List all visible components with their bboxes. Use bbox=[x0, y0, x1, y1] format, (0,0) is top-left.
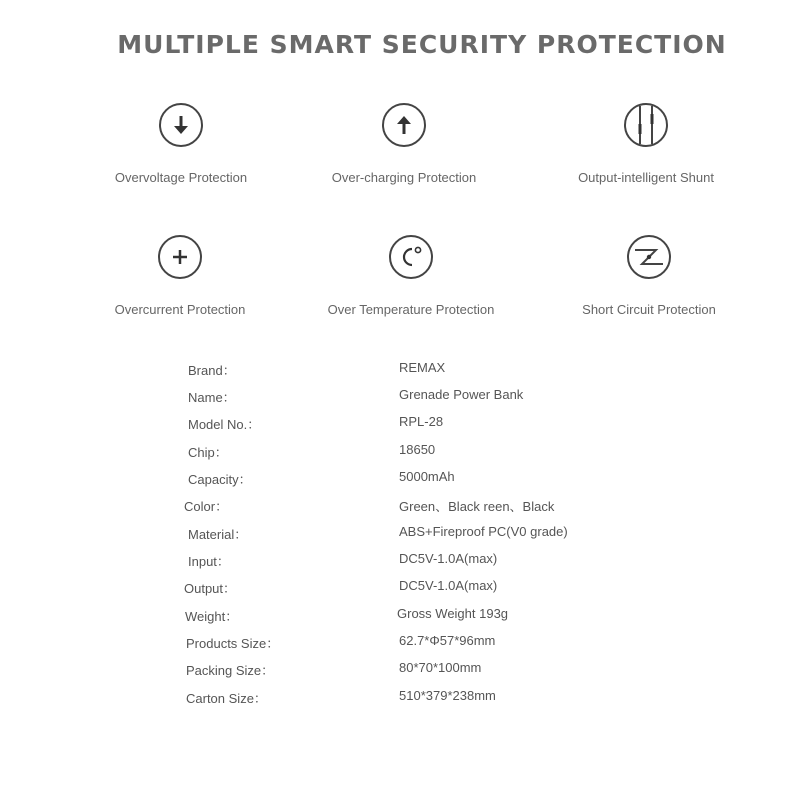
spec-value: 510*379*238mm bbox=[399, 688, 496, 703]
spec-key: Weight： bbox=[185, 609, 239, 624]
spec-row-carton-size bbox=[0, 688, 800, 708]
spec-value: Green、Black reen、Black bbox=[399, 499, 555, 514]
feature-label: Output-intelligent Shunt bbox=[578, 170, 714, 185]
spec-row-chip bbox=[0, 442, 800, 462]
spec-row-packing-size bbox=[0, 660, 800, 680]
feature-label: Over Temperature Protection bbox=[327, 302, 495, 317]
spec-key: Output： bbox=[184, 581, 237, 596]
spec-value: RPL-28 bbox=[399, 414, 444, 429]
feature-overvoltage bbox=[81, 102, 281, 185]
arrow-up-circle-icon bbox=[381, 102, 427, 148]
feature-label: Overvoltage Protection bbox=[114, 170, 248, 185]
spec-key: Capacity： bbox=[188, 472, 252, 487]
plus-circle-icon bbox=[157, 234, 203, 280]
celsius-circle-icon bbox=[388, 234, 434, 280]
spec-row-capacity bbox=[0, 469, 800, 489]
feature-output-shunt bbox=[546, 102, 746, 185]
feature-over-temperature bbox=[311, 234, 511, 317]
spec-row-output bbox=[0, 578, 800, 598]
spec-key: Products Size： bbox=[186, 636, 280, 651]
spec-key: Carton Size： bbox=[186, 691, 267, 706]
feature-label: Short Circuit Protection bbox=[582, 302, 716, 317]
spec-key: Packing Size： bbox=[186, 663, 275, 678]
spec-row-input bbox=[0, 551, 800, 571]
spec-row-brand bbox=[0, 360, 800, 380]
spec-row-weight bbox=[0, 606, 800, 626]
spec-row-material bbox=[0, 524, 800, 544]
spec-key: Chip： bbox=[188, 445, 228, 460]
spec-value: DC5V-1.0A(max) bbox=[399, 551, 498, 566]
short-circuit-icon bbox=[626, 234, 672, 280]
spec-key: Color： bbox=[184, 499, 229, 514]
arrow-down-circle-icon bbox=[158, 102, 204, 148]
spec-value: ABS+Fireproof PC(V0 grade) bbox=[399, 524, 568, 539]
spec-row-name bbox=[0, 387, 800, 407]
feature-overcharging bbox=[304, 102, 504, 185]
spec-key: Model No.： bbox=[188, 417, 261, 432]
feature-label: Overcurrent Protection bbox=[114, 302, 246, 317]
feature-label: Over-charging Protection bbox=[331, 170, 477, 185]
shunt-circle-icon bbox=[623, 102, 669, 148]
spec-value: REMAX bbox=[399, 360, 446, 375]
spec-value: Grenade Power Bank bbox=[399, 387, 524, 402]
spec-value: 62.7*Φ57*96mm bbox=[399, 633, 496, 648]
spec-key: Input： bbox=[188, 554, 230, 569]
spec-row-products-size bbox=[0, 633, 800, 653]
spec-key: Material： bbox=[188, 527, 248, 542]
spec-value: 18650 bbox=[399, 442, 436, 457]
spec-value: Gross Weight 193g bbox=[397, 606, 509, 621]
spec-row-model bbox=[0, 414, 800, 434]
spec-value: 80*70*100mm bbox=[399, 660, 482, 675]
page-title: MULTIPLE SMART SECURITY PROTECTION bbox=[117, 30, 727, 59]
spec-key: Name： bbox=[188, 390, 236, 405]
spec-value: 5000mAh bbox=[399, 469, 455, 484]
spec-key: Brand： bbox=[188, 363, 236, 378]
spec-row-color bbox=[0, 496, 800, 516]
feature-overcurrent bbox=[80, 234, 280, 317]
feature-short-circuit bbox=[549, 234, 749, 317]
spec-value: DC5V-1.0A(max) bbox=[399, 578, 498, 593]
